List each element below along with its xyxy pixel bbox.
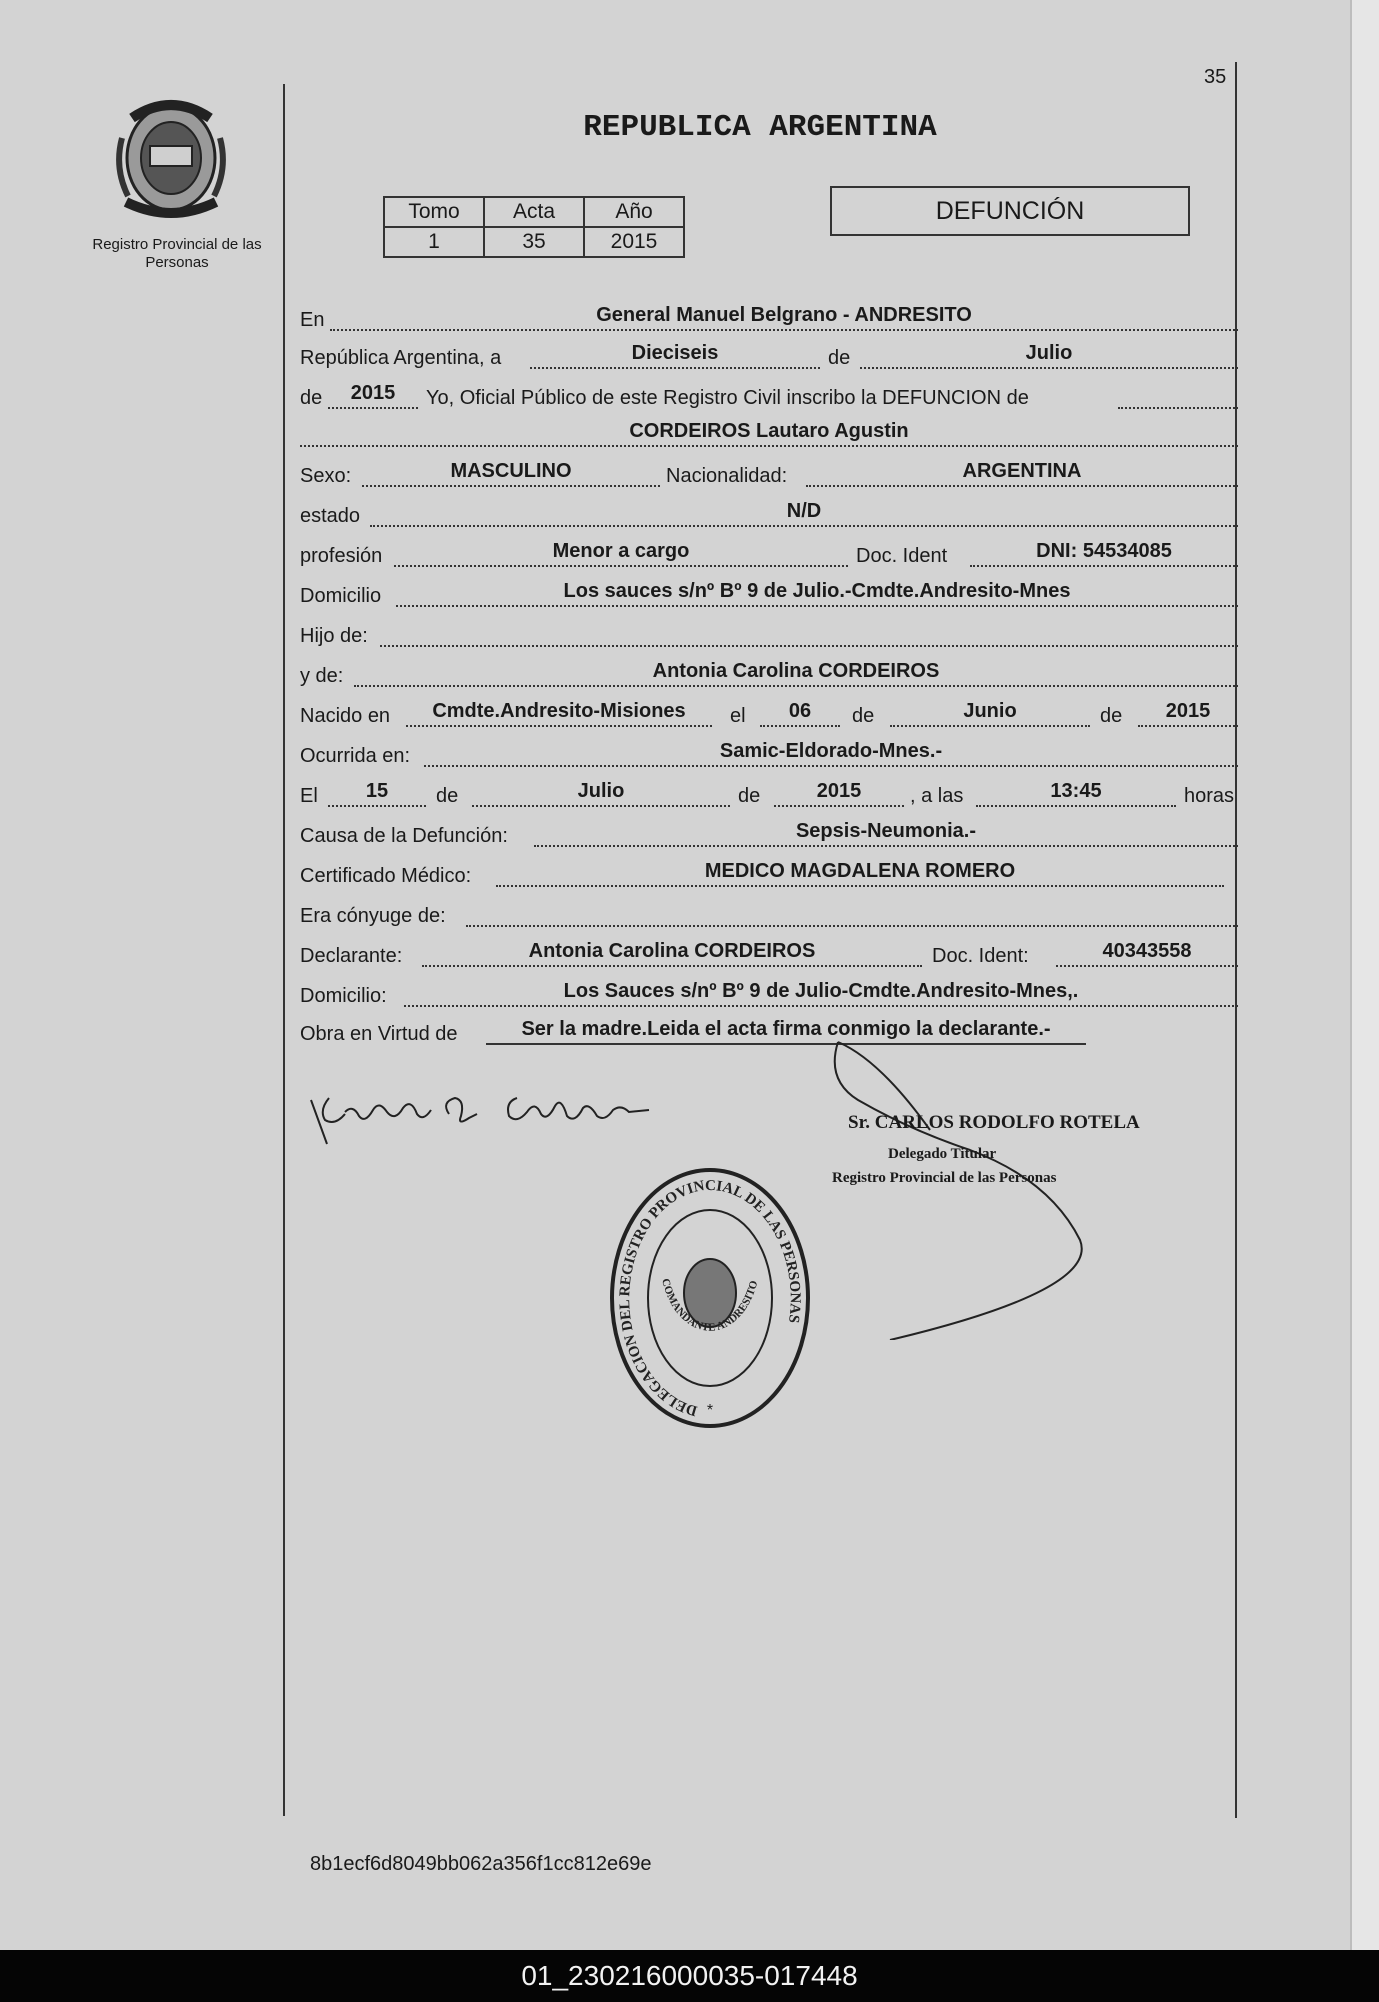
en-label: En bbox=[300, 309, 325, 331]
statement-text: Yo, Oficial Público de este Registro Civil inscribo la DEFUNCION de bbox=[426, 387, 1029, 409]
certificado-label: Certificado Médico: bbox=[300, 865, 472, 887]
conyuge-label: Era cónyuge de: bbox=[300, 905, 446, 927]
record-type-box: DEFUNCIÓN bbox=[830, 186, 1190, 236]
y-de-label: y de: bbox=[300, 665, 344, 687]
declarante-field: Antonia Carolina CORDEIROS bbox=[422, 939, 922, 967]
hijo-label: Hijo de: bbox=[300, 625, 368, 647]
official-signature bbox=[830, 1040, 1190, 1340]
de-label-6: de bbox=[738, 785, 761, 807]
place-field: General Manuel Belgrano - ANDRESITO bbox=[330, 303, 1238, 331]
birth-year-field: 2015 bbox=[1138, 699, 1238, 727]
ocurrida-field: Samic-Eldorado-Mnes.- bbox=[424, 739, 1238, 767]
death-time-field: 13:45 bbox=[976, 779, 1176, 807]
month-field: Julio bbox=[860, 341, 1238, 369]
conyuge-field bbox=[466, 899, 1238, 927]
de-label-5: de bbox=[436, 785, 459, 807]
obra-field: Ser la madre.Leida el acta firma conmigo la declarante.- bbox=[486, 1017, 1086, 1045]
day-words-field: Dieciseis bbox=[530, 341, 820, 369]
row-y-de bbox=[300, 654, 1238, 690]
horas-label: horas bbox=[1184, 785, 1235, 807]
decl-domicilio-label: Domicilio: bbox=[300, 985, 387, 1007]
file-id: 01_230216000035-017448 bbox=[521, 1960, 858, 1991]
statement-trailing-field bbox=[1118, 381, 1238, 409]
acta-header: Acta bbox=[484, 197, 584, 227]
y-de-field: Antonia Carolina CORDEIROS bbox=[354, 659, 1238, 687]
registry-label: Registro Provincial de las Personas bbox=[92, 236, 262, 271]
stamp-star-icon: * bbox=[706, 1402, 714, 1419]
row-date bbox=[300, 336, 1238, 372]
row-declarante bbox=[300, 934, 1238, 970]
row-statement bbox=[300, 376, 1238, 412]
row-conyuge bbox=[300, 894, 1238, 930]
domicilio-field: Los sauces s/nº Bº 9 de Julio.-Cmdte.Andresito-Mnes bbox=[396, 579, 1238, 607]
row-decl-domicilio bbox=[300, 974, 1238, 1010]
sexo-field: MASCULINO bbox=[362, 459, 660, 487]
declarante-label: Declarante: bbox=[300, 945, 403, 967]
domicilio-label: Domicilio bbox=[300, 585, 382, 607]
decl-domicilio-field: Los Sauces s/nº Bº 9 de Julio-Cmdte.Andresito-Mnes,. bbox=[404, 979, 1238, 1007]
estado-label: estado bbox=[300, 505, 361, 527]
causa-field: Sepsis-Neumonia.- bbox=[534, 819, 1238, 847]
declarant-signature bbox=[305, 1060, 665, 1150]
doc-ident-field: DNI: 54534085 bbox=[970, 539, 1238, 567]
row-sex-nationality bbox=[300, 454, 1238, 490]
death-month-field: Julio bbox=[472, 779, 730, 807]
acta-value: 35 bbox=[484, 227, 584, 257]
row-ocurrida bbox=[300, 734, 1238, 770]
row-profesion bbox=[300, 534, 1238, 570]
nacido-en-field: Cmdte.Andresito-Misiones bbox=[406, 699, 712, 727]
el-label: el bbox=[730, 705, 746, 727]
ocurrida-label: Ocurrida en: bbox=[300, 745, 411, 767]
nacionalidad-field: ARGENTINA bbox=[806, 459, 1238, 487]
el-capital-label: El bbox=[300, 785, 318, 807]
a-las-label: , a las bbox=[910, 785, 964, 807]
registry-stamp bbox=[605, 1163, 815, 1433]
nacionalidad-label: Nacionalidad: bbox=[666, 465, 788, 487]
decl-doc-label: Doc. Ident: bbox=[932, 945, 1029, 967]
death-day-field: 15 bbox=[328, 779, 426, 807]
sexo-label: Sexo: bbox=[300, 465, 352, 487]
row-hijo bbox=[300, 614, 1238, 650]
official-org: Registro Provincial de las Personas bbox=[832, 1170, 1057, 1186]
row-death-date bbox=[300, 774, 1238, 810]
decl-doc-field: 40343558 bbox=[1056, 939, 1238, 967]
row-nacido bbox=[300, 694, 1238, 730]
adjacent-page-edge bbox=[1350, 0, 1379, 1950]
de-label: de bbox=[828, 347, 851, 369]
row-estado bbox=[300, 494, 1238, 530]
death-year-field: 2015 bbox=[774, 779, 904, 807]
row-causa bbox=[300, 814, 1238, 850]
page-number: 35 bbox=[1204, 66, 1227, 88]
stamp-inner-text: COMANDANTE ANDRESITO bbox=[659, 1277, 761, 1334]
birth-month-field: Junio bbox=[890, 699, 1090, 727]
row-place bbox=[300, 298, 1238, 334]
birth-day-field: 06 bbox=[760, 699, 840, 727]
tomo-header: Tomo bbox=[384, 197, 484, 227]
year-field: 2015 bbox=[328, 381, 418, 409]
de-label-2: de bbox=[300, 387, 323, 409]
causa-label: Causa de la Defunción: bbox=[300, 825, 508, 847]
official-title: Delegado Titular bbox=[888, 1146, 997, 1162]
de-label-4: de bbox=[1100, 705, 1123, 727]
de-label-3: de bbox=[852, 705, 875, 727]
deceased-name-field: CORDEIROS Lautaro Agustin bbox=[300, 419, 1238, 447]
official-name: Sr. CARLOS RODOLFO ROTELA bbox=[848, 1112, 1140, 1133]
tomo-value: 1 bbox=[384, 227, 484, 257]
anio-value: 2015 bbox=[584, 227, 684, 257]
profesion-label: profesión bbox=[300, 545, 383, 567]
doc-ident-label: Doc. Ident bbox=[856, 545, 948, 567]
profesion-field: Menor a cargo bbox=[394, 539, 848, 567]
anio-header: Año bbox=[584, 197, 684, 227]
document-hash: 8b1ecf6d8049bb062a356f1cc812e69e bbox=[310, 1853, 652, 1875]
row-certificado bbox=[300, 854, 1238, 890]
left-margin-line bbox=[283, 84, 285, 1816]
republica-label: República Argentina, a bbox=[300, 347, 502, 369]
province-crest-logo bbox=[112, 98, 230, 224]
stamp-outer-text: DELEGACION DEL REGISTRO PROVINCIAL DE LAS PERSONAS bbox=[617, 1177, 803, 1419]
row-domicilio bbox=[300, 574, 1238, 610]
record-table bbox=[383, 196, 685, 258]
hijo-field bbox=[380, 619, 1238, 647]
obra-label: Obra en Virtud de bbox=[300, 1023, 458, 1045]
file-id-bar bbox=[0, 1950, 1379, 2002]
nacido-label: Nacido en bbox=[300, 705, 391, 727]
certificado-field: MEDICO MAGDALENA ROMERO bbox=[496, 859, 1224, 887]
document-title: REPUBLICA ARGENTINA bbox=[583, 110, 937, 145]
row-deceased-name bbox=[300, 414, 1238, 450]
estado-field: N/D bbox=[370, 499, 1238, 527]
